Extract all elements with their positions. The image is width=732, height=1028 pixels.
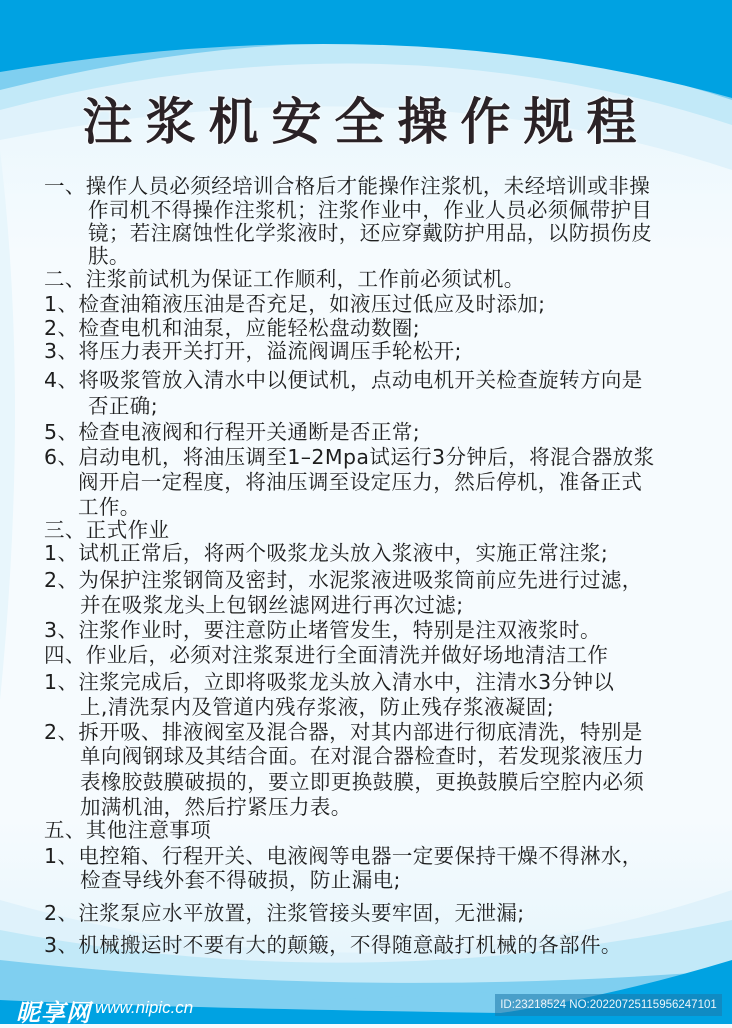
regulation-line: 单向阀钢球及其结合面。在对混合器检查时，若发现浆液压力 xyxy=(80,744,645,768)
regulation-line: 并在吸浆龙头上包钢丝滤网进行再次过滤; xyxy=(80,593,464,617)
regulation-line: 上,清洗泵内及管道内残存浆液，防止残存浆液凝固; xyxy=(80,695,555,719)
watermark-id: ID:23218524 NO:20220725115956247101 xyxy=(495,994,722,1016)
regulation-line: 加满机油，然后拧紧压力表。 xyxy=(80,795,352,819)
regulation-line: 镜；若注腐蚀性化学浆液时，还应穿戴防护用品，以防损伤皮 xyxy=(88,221,653,245)
regulation-line: 3、注浆作业时，要注意防止堵管发生，特别是注双液浆时。 xyxy=(44,618,601,642)
regulation-line: 4、将吸浆管放入清水中以便试机，点动电机开关检查旋转方向是 xyxy=(44,368,643,392)
regulation-line: 肤。 xyxy=(88,244,130,268)
regulation-line: 1、电控箱、行程开关、电液阀等电器一定要保持干燥不得淋水， xyxy=(44,844,643,868)
regulation-line: 阀开启一定程度，将油压调至设定压力，然后停机，准备正式 xyxy=(78,470,643,494)
watermark-logo: 昵享网 xyxy=(16,999,91,1027)
regulation-line: 工作。 xyxy=(78,495,141,519)
regulation-line: 2、拆开吸、排液阀室及混合器，对其内部进行彻底清洗，特别是 xyxy=(44,720,643,744)
watermark-url: www.nipic.cn xyxy=(95,998,194,1017)
regulation-line: 检查导线外套不得破损，防止漏电; xyxy=(80,868,401,892)
regulation-line: 表橡胶鼓膜破损的，要立即更换鼓膜，更换鼓膜后空腔内必须 xyxy=(80,770,645,794)
regulation-line: 二、注浆前试机为保证工作顺利，工作前必须试机。 xyxy=(44,267,525,291)
regulation-line: 1、注浆完成后，立即将吸浆龙头放入清水中，注清水3分钟以 xyxy=(44,670,615,694)
regulation-line: 一、操作人员必须经培训合格后才能操作注浆机，未经培训或非操 xyxy=(44,174,651,198)
regulation-line: 6、启动电机，将油压调至1–2Mpa试运行3分钟后，将混合器放浆 xyxy=(44,445,655,469)
regulation-line: 5、检查电液阀和行程开关通断是否正常; xyxy=(44,420,421,444)
regulation-line: 2、为保护注浆钢筒及密封，水泥浆液进吸浆筒前应先进行过滤， xyxy=(44,568,643,592)
regulation-line: 3、机械搬运时不要有大的颠簸，不得随意敲打机械的各部件。 xyxy=(44,933,622,957)
regulation-line: 3、将压力表开关打开，溢流阀调压手轮松开; xyxy=(44,339,462,363)
regulation-line: 作司机不得操作注浆机；注浆作业中，作业人员必须佩带护目 xyxy=(88,198,653,222)
regulation-line: 四、作业后，必须对注浆泵进行全面清洗并做好场地清洁工作 xyxy=(44,643,609,667)
regulation-line: 2、检查电机和油泵，应能轻松盘动数圈; xyxy=(44,316,421,340)
regulation-line: 五、其他注意事项 xyxy=(44,818,212,842)
regulation-line: 否正确; xyxy=(88,394,159,418)
regulation-line: 1、检查油箱液压油是否充足，如液压过低应及时添加; xyxy=(44,292,546,316)
regulation-line: 1、试机正常后，将两个吸浆龙头放入浆液中，实施正常注浆; xyxy=(44,541,609,565)
regulation-line: 三、正式作业 xyxy=(44,518,170,542)
poster-title: 注浆机安全操作规程 xyxy=(82,93,650,151)
regulation-line: 2、注浆泵应水平放置，注浆管接头要牢固，无泄漏; xyxy=(44,901,525,925)
